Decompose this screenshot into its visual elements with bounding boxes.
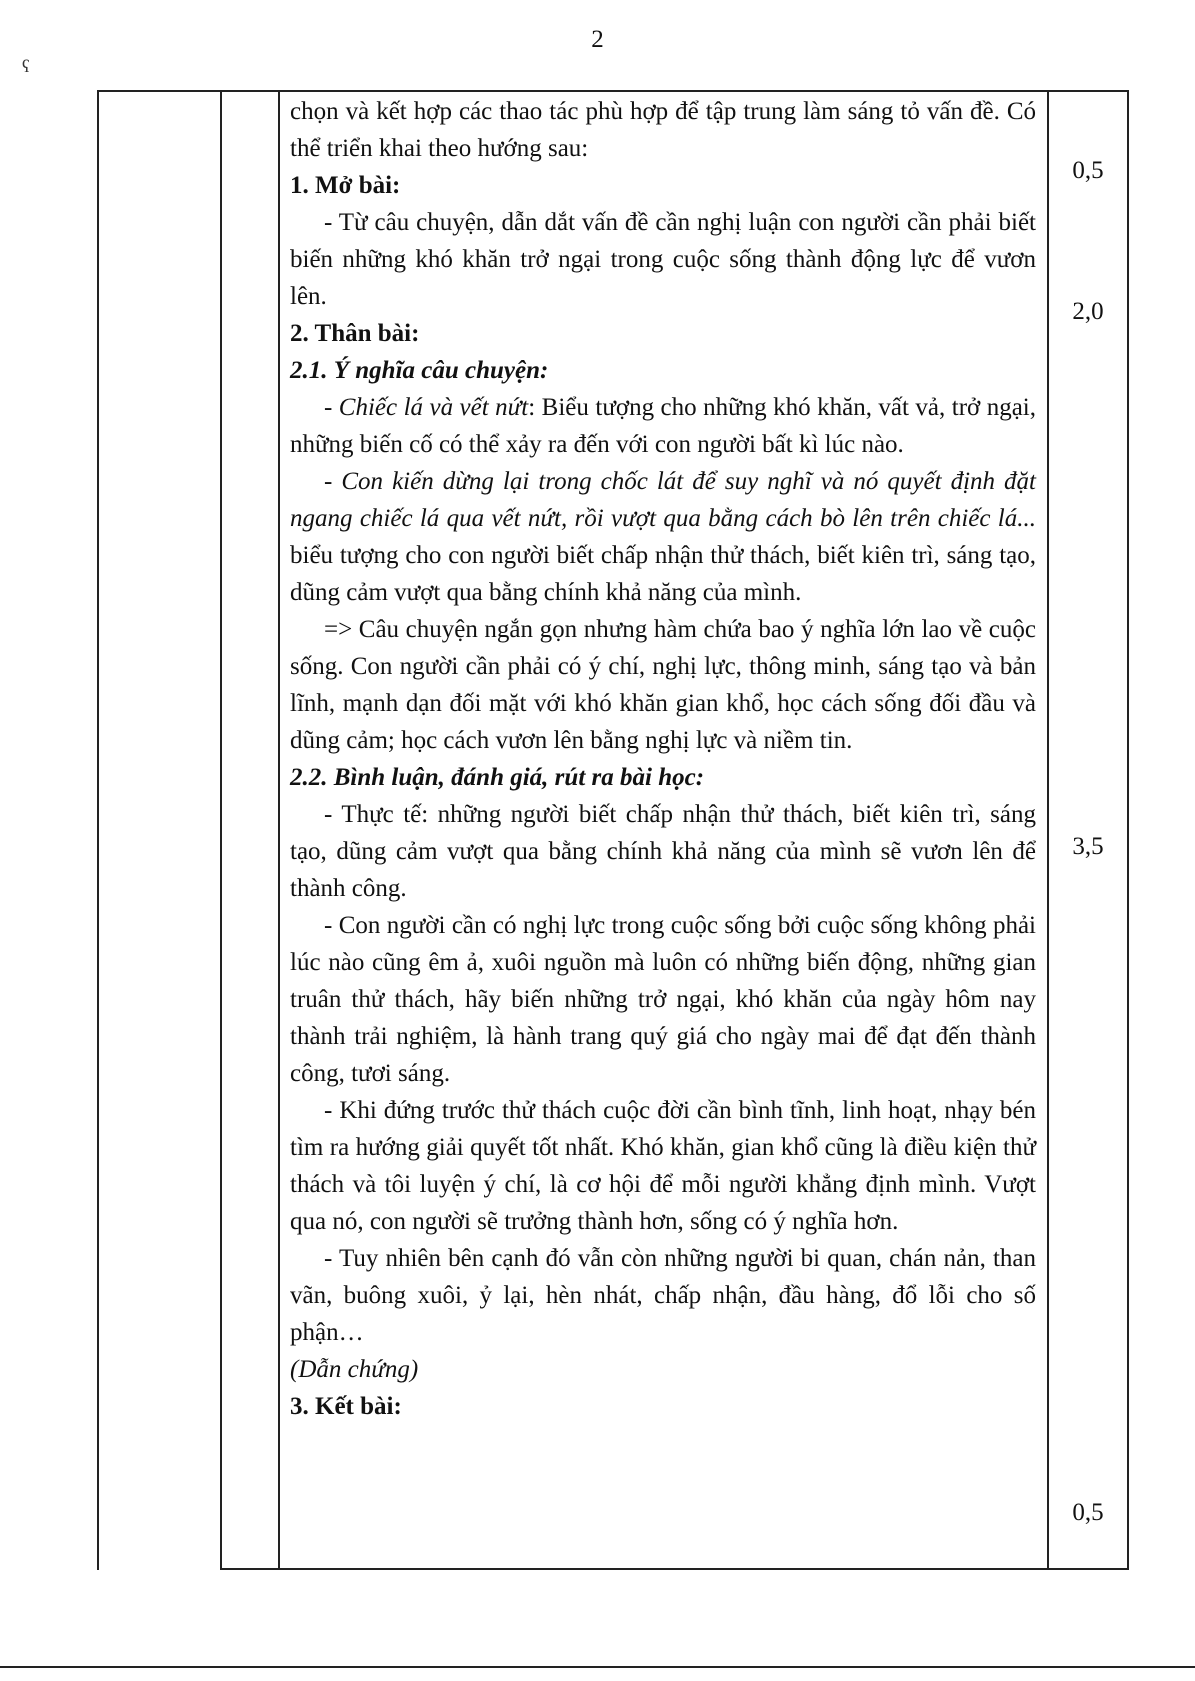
table-border-left — [97, 90, 99, 1570]
paragraph: - Thực tế: những người biết chấp nhận thử thách, biết kiên trì, sáng tạo, dũng cảm vượt qua bằng chính khả năng của mình sẽ vươn lên để thành công. — [290, 801, 1036, 902]
table-border-bottom — [220, 1568, 1129, 1570]
section-heading-mo-bai: 1. Mở bài: — [290, 172, 401, 199]
score-binh-luan: 3,5 — [1072, 833, 1104, 860]
table-border-top — [97, 90, 1129, 92]
paragraph: - Con kiến dừng lại trong chốc lát để suy nghĩ và nó quyết định đặt ngang chiếc lá qua vết nứt, rồi vượt qua bằng cách bò lên trên chiếc lá... biểu tượng cho con người biết chấp nhận thử thách, biết kiên trì, sáng tạo, dũng cảm vượt qua bằng chính khả năng của mình. — [290, 468, 1036, 606]
paragraph: - Tuy nhiên bên cạnh đó vẫn còn những người bi quan, chán nản, than vãn, buông xuôi, ỷ lại, hèn nhát, chấp nhận, đầu hàng, đổ lỗi cho số phận… — [290, 1245, 1036, 1346]
margin-mark: ҁ — [22, 52, 30, 72]
paragraph: - Khi đứng trước thử thách cuộc đời cần bình tĩnh, linh hoạt, nhạy bén tìm ra hướng giải quyết tốt nhất. Khó khăn, gian khổ cũng là điều kiện thử thách và tôi luyện ý chí, là cơ hội để mỗi người khẳng định mình. Vượt qua nó, con người sẽ trưởng thành hơn, sống có ý nghĩa hơn. — [290, 1097, 1036, 1235]
paragraph: => Câu chuyện ngắn gọn nhưng hàm chứa bao ý nghĩa lớn lao về cuộc sống. Con người cần phải có ý chí, nghị lực, thông minh, sáng tạo và bản lĩnh, mạnh dạn đối mặt với khó khăn gian khổ, học cách sống đối đầu và dũng cảm; học cách vươn lên bằng nghị lực và niềm tin. — [290, 616, 1036, 754]
evidence-note: (Dẫn chứng) — [290, 1356, 419, 1383]
score-ket-bai: 0,5 — [1072, 1499, 1104, 1526]
score-than-bai: 2,0 — [1072, 298, 1104, 325]
score-mo-bai: 0,5 — [1072, 157, 1104, 184]
paragraph: - Từ câu chuyện, dẫn dắt vấn đề cần nghị luận con người cần phải biết biến những khó khăn trở ngại trong cuộc sống thành động lực để vươn lên. — [290, 209, 1036, 310]
paragraph: - Con người cần có nghị lực trong cuộc sống bởi cuộc sống không phải lúc nào cũng êm ả, xuôi nguồn mà luôn có những biến động, những gian truân thử thách, hãy biến những trở ngại, khó khăn của ngày hôm nay thành trải nghiệm, là hành trang quý giá cho ngày mai để đạt đến thành công, tươi sáng. — [290, 912, 1036, 1087]
answer-content — [290, 93, 1036, 1425]
table-col-divider-2 — [278, 90, 280, 1570]
section-heading-ket-bai: 3. Kết bài: — [290, 1393, 402, 1420]
intro-line: chọn và kết hợp các thao tác phù hợp để tập trung làm sáng tỏ vấn đề. Có thể triển khai theo hướng sau: — [290, 98, 1036, 162]
paragraph: - Chiếc lá và vết nứt: Biểu tượng cho những khó khăn, vất vả, trở ngại, những biến cố có thể xảy ra đến với con người bất kì lúc nào. — [290, 394, 1037, 458]
subheading-binh-luan: 2.2. Bình luận, đánh giá, rút ra bài học: — [290, 764, 705, 791]
table-col-divider-1 — [220, 90, 222, 1570]
subheading-y-nghia: 2.1. Ý nghĩa câu chuyện: — [290, 357, 549, 384]
section-heading-than-bai: 2. Thân bài: — [290, 320, 420, 347]
page-number: 2 — [591, 26, 604, 53]
bottom-rule — [0, 1666, 1195, 1668]
